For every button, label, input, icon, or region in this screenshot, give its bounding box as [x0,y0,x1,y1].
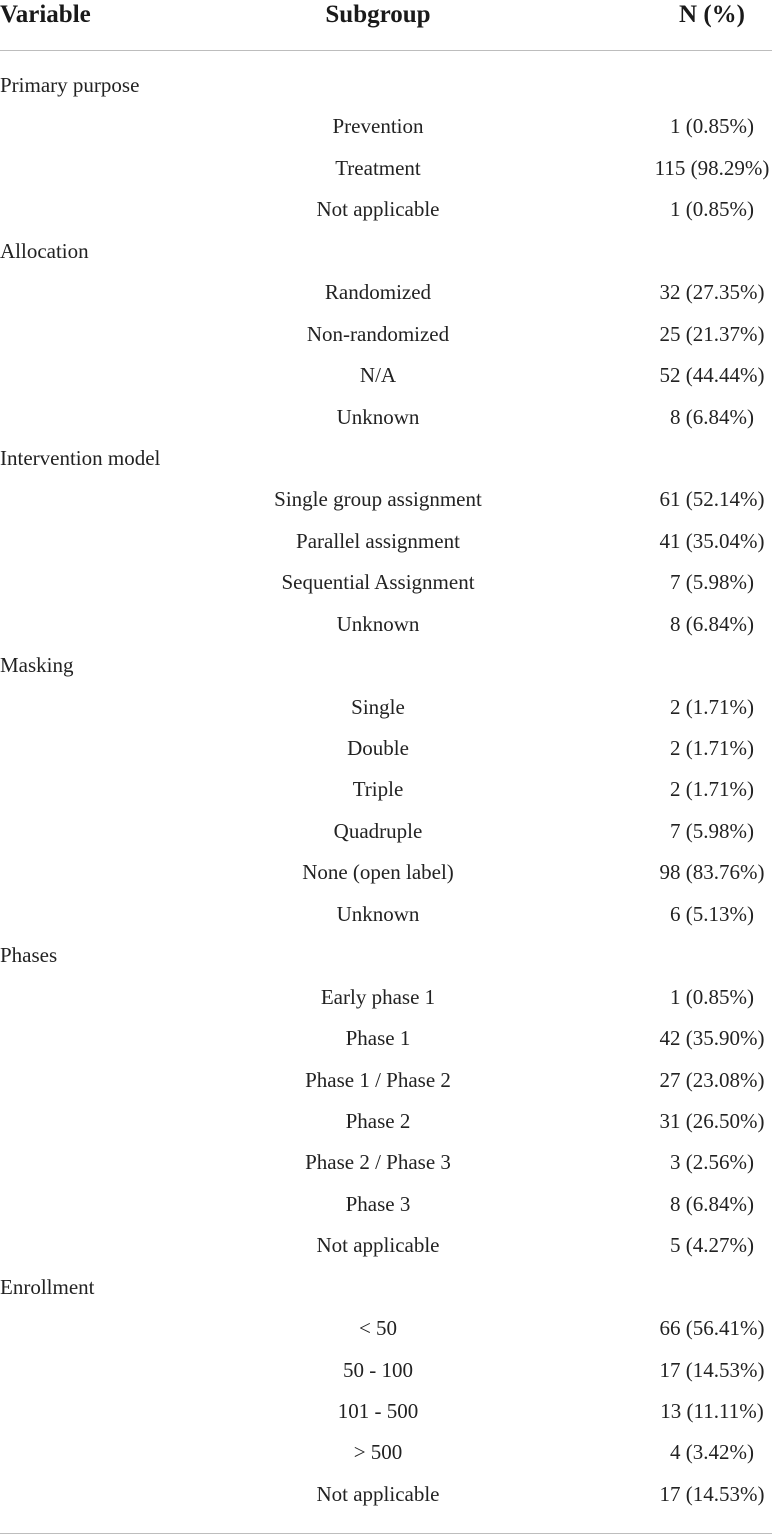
table-row [0,852,772,893]
subgroup-cell: Single [351,694,405,719]
variable-label: Phases [0,943,58,968]
n-percent-cell: 61 (52.14%) [659,487,765,512]
table-row [0,106,772,147]
table-row [0,272,772,313]
table-row [0,645,772,686]
n-percent-cell: 115 (98.29%) [654,155,770,180]
n-percent-cell: 6 (5.13%) [670,901,754,926]
variable-label: Intervention model [0,445,161,470]
table-row [0,1101,772,1142]
table-row [0,687,772,728]
subgroup-cell: Triple [352,777,404,802]
table-row [0,1018,772,1059]
subgroup-cell: Quadruple [333,818,423,843]
table-row [0,811,772,852]
table-row [0,397,772,438]
n-percent-cell: 2 (1.71%) [670,777,754,802]
variable-label: Masking [0,653,74,678]
table-row [0,231,772,272]
table-row [0,1267,772,1308]
variable-label: Allocation [0,238,89,263]
table-row [0,1142,772,1183]
subgroup-cell: Treatment [335,155,421,180]
n-percent-cell: 3 (2.56%) [670,1150,754,1175]
n-percent-cell: 7 (5.98%) [670,818,754,843]
n-percent-cell: 2 (1.71%) [670,694,754,719]
subgroup-cell: Sequential Assignment [281,570,475,595]
table-row [0,521,772,562]
n-percent-cell: 1 (0.85%) [670,984,754,1009]
subgroup-cell: 101 - 500 [337,1399,419,1423]
table-row [0,1432,772,1473]
bottom-rule [0,1533,772,1534]
subgroup-cell: Early phase 1 [320,984,436,1009]
subgroup-cell: > 500 [353,1440,403,1465]
header-n-percent: N (%) [679,1,745,28]
subgroup-cell: N/A [359,363,397,388]
subgroup-cell: Randomized [324,280,432,305]
table-row [0,562,772,603]
table-row [0,1225,772,1266]
subgroup-cell: Single group assignment [274,487,482,512]
variable-label: Enrollment [0,1274,95,1299]
subgroup-cell: Non-randomized [306,321,450,346]
table-row [0,65,772,106]
n-percent-cell: 17 (14.53%) [659,1357,765,1382]
table-row [0,1060,772,1101]
subgroup-cell: Prevention [332,114,424,139]
n-percent-cell: 66 (56.41%) [659,1316,765,1341]
table-row [0,935,772,976]
subgroup-cell: Unknown [336,404,420,429]
n-percent-cell: 1 (0.85%) [670,197,754,222]
table-header [0,0,772,51]
header-variable: Variable [0,1,91,28]
subgroup-cell: Not applicable [316,197,440,222]
table-row [0,977,772,1018]
n-percent-cell: 5 (4.27%) [670,1233,754,1258]
subgroup-cell: Unknown [336,901,420,926]
table-row [0,1474,772,1515]
n-percent-cell: 1 (0.85%) [670,114,754,139]
n-percent-cell: 32 (27.35%) [659,280,765,305]
n-percent-cell: 4 (3.42%) [670,1440,754,1465]
table-row [0,438,772,479]
n-percent-cell: 8 (6.84%) [670,1191,754,1216]
subgroup-cell: Double [347,736,409,760]
subgroup-cell: Parallel assignment [296,528,460,553]
header-subgroup: Subgroup [325,1,431,28]
table-row [0,189,772,230]
table-row [0,604,772,645]
n-percent-cell: 52 (44.44%) [659,363,765,388]
table-body [0,51,772,1515]
subgroup-cell: Not applicable [316,1481,440,1506]
table-row [0,314,772,355]
subgroup-cell: Unknown [336,611,420,636]
table-row [0,148,772,189]
n-percent-cell: 7 (5.98%) [670,570,754,595]
subgroup-cell: None (open label) [302,860,454,885]
n-percent-cell: 25 (21.37%) [659,321,765,346]
n-percent-cell: 8 (6.84%) [670,404,754,429]
table-row [0,728,772,769]
n-percent-cell: 42 (35.90%) [659,1026,765,1051]
n-percent-cell: 98 (83.76%) [659,860,765,885]
table-row [0,479,772,520]
n-percent-cell: 17 (14.53%) [659,1481,765,1506]
table-row [0,1350,772,1391]
table-row [0,1308,772,1349]
n-percent-cell: 27 (23.08%) [659,1067,765,1092]
n-percent-cell: 8 (6.84%) [670,611,754,636]
subgroup-cell: Phase 1 / Phase 2 [305,1067,451,1092]
table-row [0,894,772,935]
subgroup-cell: Not applicable [316,1233,440,1258]
table-row [0,1391,772,1432]
subgroup-cell: Phase 2 / Phase 3 [305,1150,451,1175]
subgroup-cell: 50 - 100 [343,1357,413,1382]
n-percent-cell: 13 (11.11%) [660,1399,764,1423]
n-percent-cell: 41 (35.04%) [659,528,765,553]
n-percent-cell: 31 (26.50%) [659,1108,765,1133]
n-percent-cell: 2 (1.71%) [670,736,754,760]
table-row [0,1184,772,1225]
subgroup-cell: Phase 3 [345,1191,411,1216]
subgroup-cell: < 50 [358,1316,398,1341]
subgroup-cell: Phase 1 [345,1026,411,1051]
subgroup-cell: Phase 2 [345,1108,411,1133]
table-row [0,769,772,810]
variable-label: Primary purpose [0,73,140,97]
table-row [0,355,772,396]
